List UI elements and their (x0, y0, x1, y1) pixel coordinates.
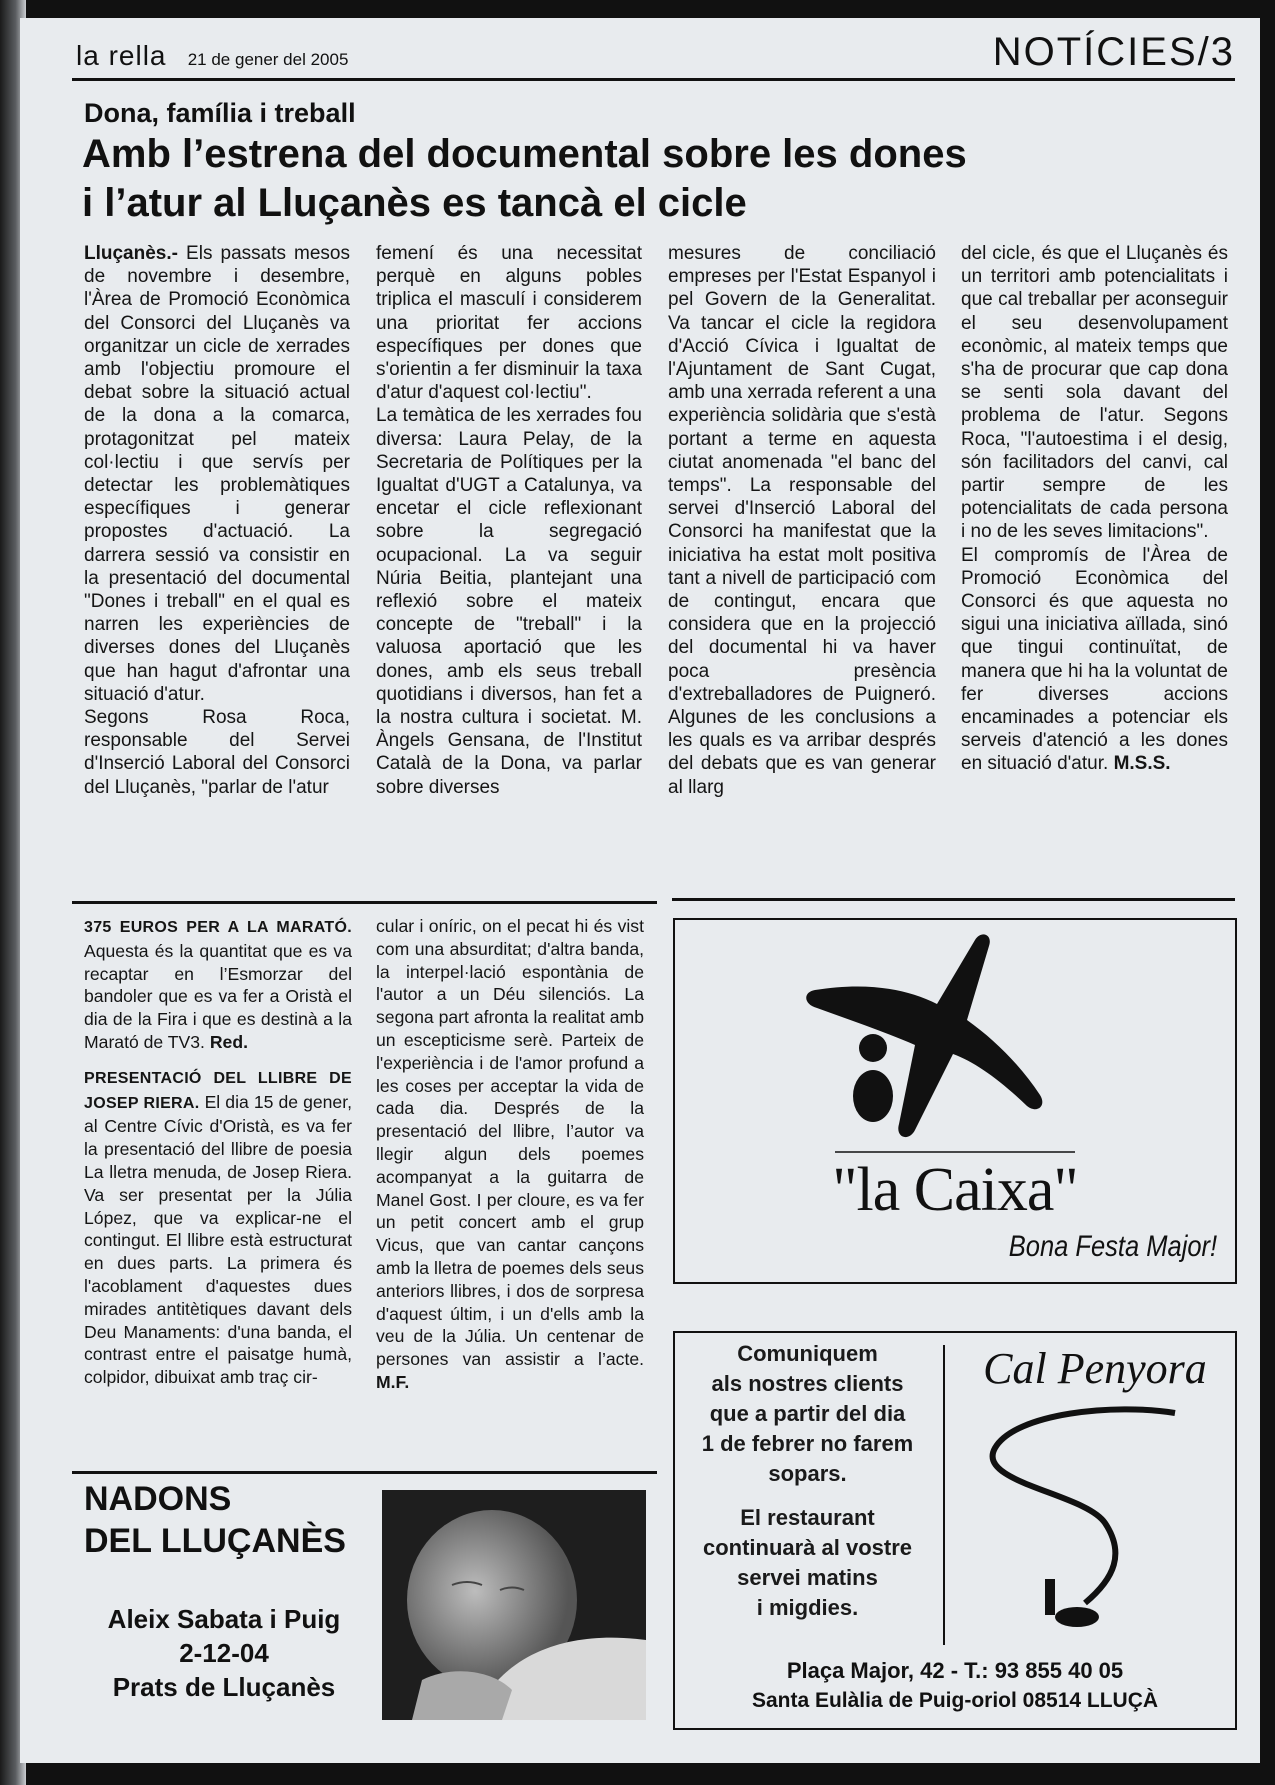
nadons-title: NADONS DEL LLUÇANÈS (84, 1480, 346, 1560)
star-logo-icon (806, 934, 1042, 1137)
article-headline (82, 130, 1182, 228)
dateline: Lluçanès.- (84, 243, 178, 264)
article-paragraph: Lluçanès.- Els passats mesos de novembre i desembre, l'Àrea de Promoció Econòmica del Consorci del Lluçanès va organitzar un cicle de xerrades amb l'objectiu promoure el debat sobre la situació actual de la dona a la comarca, protagonitzat pel mateix col·lectiu i que servís per detectar les problemàtiques específiques i generar propostes d'actuació. La darrera sessió va consistir en la presentació del documental "Dones i treball" en el qual es narren les experiències de diverses dones del Lluçanès que han hagut d'afrontar una situació d'atur. (84, 243, 350, 705)
baby-name: Aleix Sabata i Puig (107, 1604, 341, 1634)
restaurant-town: Santa Eulàlia de Puig-oriol 08514 LLUÇÀ (751, 1689, 1159, 1712)
section-divider (672, 898, 1235, 901)
brief-heading: PRESENTACIÓ DEL LLIBRE DE JOSEP RIERA. (84, 1069, 352, 1112)
article-column-4 (961, 242, 1228, 776)
section-divider (72, 1471, 657, 1474)
section-title: NOTÍCIES/3 (992, 30, 1235, 74)
article-paragraph: La temàtica de les xerrades fou diversa: Laura Pelay, de la Secretaria de Polítiques per la Igualtat d'UGT a Catalunya, va encetar el cicle reflexionant sobre la segregació ocupacional. La va seguir Núria Beitia, plantejant una reflexió sobre el mateix concepte de "treball" i la valuosa aportació que les dones, amb els seus treball quotidians i diversos, han fet a la nostra cultura i societat. M. Àngels Gensana, de l'Institut Català de la Dona, va parlar sobre diverses (376, 405, 642, 798)
publication-name: la rella (76, 40, 167, 71)
brief-column-1 (84, 915, 352, 1401)
article-column-1 (84, 242, 350, 799)
restaurant-name: Cal Penyora (983, 1344, 1207, 1393)
brief-column-2 (376, 915, 644, 1406)
article-column-2 (376, 242, 642, 799)
page-header (76, 40, 348, 72)
column-divider (943, 1345, 945, 1645)
article-paragraph: del cicle, és que el Lluçanès és un territori amb potencialitats i que cal treballar per aconseguir el seu desenvolupament econòmic, al mateix temps que s'ha de procurar que cap dona se senti sola davant del problema de l'atur. Segons Roca, "l'autoestima i el desig, són facilitadors del canvi, cal partir sempre de les potencialitats de cada persona i no de les seves limitacions". (961, 243, 1228, 543)
restaurant-address: Plaça Major, 42 - T.: 93 855 40 05 (786, 1658, 1124, 1683)
article-paragraph: femení és una necessitat perquè en alguns pobles triplica el masculí i considerem una prioritat fer accions específiques per dones que s'orientin a fer disminuir la taxa d'atur d'aquest col·lectiu". (376, 243, 642, 404)
article-paragraph: Segons Rosa Roca, responsable del Servei d'Inserció Laboral del Consorci del Lluçanès, "parlar de l'atur (84, 707, 350, 798)
headline-line: i l’atur al Lluçanès es tancà el cicle (82, 181, 747, 225)
article-kicker: Dona, família i treball (84, 98, 356, 128)
section-divider (72, 901, 657, 904)
article-paragraph: El compromís de l'Àrea de Promoció Econòmica del Consorci és que aquesta no sigui una iniciativa aïllada, sinó que tingui continuïtat, de manera que hi ha la voluntat de fer diverses accions encaminades a potenciar els serveis d'atenció a les dones en situació d'atur. M.S.S. (961, 544, 1228, 775)
baby-photo (382, 1490, 646, 1720)
brief-signature: M.F. (376, 1371, 410, 1392)
brief-llibre-continued: cular i oníric, on el pecat hi és vist com una absurditat; d'altra banda, la interpel·lació espontània de l'autor a un Déu silenciós. La segona part afronta la realitat amb un escepticisme serè. Parteix de l'experiència i de l'amor profund a les coses per acceptar la vida de cada dia. Després de la presentació del llibre, l’autor va llegir algun dels poemes acompanyat a la guitarra de Manel Gost. I per cloure, es va fer un petit concert amb el grup Vicus, que van cantar cançons amb la lletra de poemes dels seus anteriors llibres, i dos de sorpresa d'aquest últim, i un d'ells amb la veu de la Júlia. Un centenar de persones van assistir a l’acte. M.F. (376, 916, 644, 1392)
brief-signature: Red. (209, 1031, 248, 1052)
headline-line: Amb l’estrena del documental sobre les dones (82, 132, 967, 176)
ad-la-caixa (673, 918, 1237, 1284)
brief-heading: 375 EUROS PER A LA MARATÓ. (84, 919, 352, 936)
brief-llibre: PRESENTACIÓ DEL LLIBRE DE JOSEP RIERA. El dia 15 de gener, al Centre Cívic d'Oristà, es va fer la presentació del llibre de poesia La lletra menuda, de Josep Riera. Va ser presentat per la Júlia López, que va explicar-ne el contingut. El llibre està estructurat en dues parts. La primera és l'acoblament d'aquestes dues mirades antitètiques davant dels Deu Manaments: d'una banda, el contrast entre el paisatge humà, colpidor, dibuixat amb traç cir- (84, 1069, 352, 1388)
ad-cal-penyora (673, 1331, 1237, 1730)
author-signature: M.S.S. (1113, 753, 1171, 775)
ad-slogan: Bona Festa Major! (1008, 1230, 1217, 1263)
brief-marato: 375 EUROS PER A LA MARATÓ. Aquesta és la quantitat que es va recaptar en l’Esmorzar del bandoler que es va fer a Oristà el dia de la Fira i que es destinà a la Marató de TV3. Red. (84, 919, 352, 1052)
brand-name: "la Caixa" (832, 1156, 1078, 1224)
birth-town: Prats de Lluçanès (112, 1672, 336, 1702)
ladle-icon (965, 1403, 1225, 1643)
article-paragraph: mesures de conciliació empreses per l'Estat Espanyol i pel Govern de la Generalitat. Va tancar el cicle la regidora d'Acció Cívica i Igualtat de l'Ajuntament de Sant Cugat, amb una xerrada referent a una experiència solidària que s'està portant a terme en aquesta ciutat anomenada "el banc del temps". La responsable del servei d'Inserció Laboral del Consorci ha manifestat que la iniciativa ha estat molt positiva tant a nivell de participació com de contingut, encara que considera que en la projecció del documental hi va haver poca presència d'extreballadores de Puigneró. Algunes de les conclusions a les quals es va arribar després del debats que es van generar al llarg (668, 243, 936, 798)
nadons-entry (84, 1602, 364, 1704)
header-divider (72, 78, 1235, 81)
issue-date: 21 de gener del 2005 (187, 50, 349, 69)
notice-text: Comuniquem als nostres clients que a partir del dia 1 de febrer no farem sopars. El restaurant continuarà al vostre servei matins i migdies. (701, 1341, 914, 1620)
article-column-3 (668, 242, 936, 799)
birth-date: 2-12-04 (179, 1638, 269, 1668)
